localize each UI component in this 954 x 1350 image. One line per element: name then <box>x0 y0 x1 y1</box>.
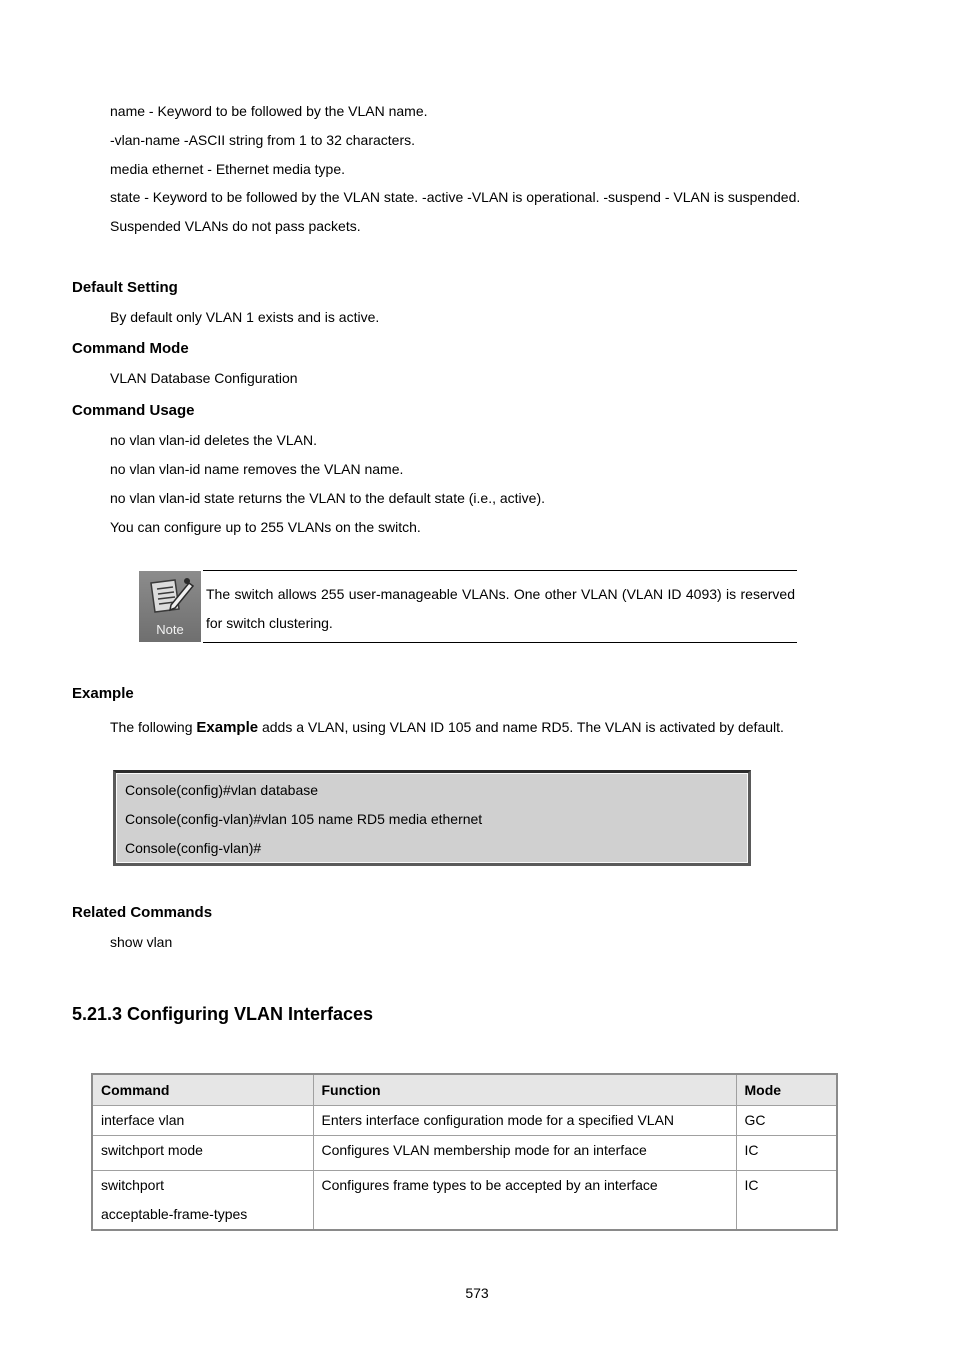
command-mode-text: VLAN Database Configuration <box>110 370 298 386</box>
example-text-before: The following <box>110 719 197 735</box>
table-row <box>92 1136 837 1171</box>
cell-command: interface vlan <box>92 1106 313 1136</box>
example-text <box>110 718 784 737</box>
command-mode-heading: Command Mode <box>72 340 189 357</box>
note-bottom-rule <box>203 642 797 643</box>
usage-item: no vlan vlan-id state returns the VLAN to the default state (i.e., active). <box>110 490 546 506</box>
cell-command-line2: acceptable-frame-types <box>101 1206 248 1222</box>
param-state: state - Keyword to be followed by the VLAN state. -active -VLAN is operational. -suspend - VLAN is suspended. <box>110 189 801 205</box>
note-icon <box>139 571 201 642</box>
note-text: The switch allows 255 user-manageable VLANs. One other VLAN (VLAN ID 4093) is reserved for switch clustering. <box>206 586 795 631</box>
related-commands-heading: Related Commands <box>72 904 213 921</box>
cell-mode: IC <box>736 1136 837 1171</box>
cell-function: Configures VLAN membership mode for an interface <box>313 1136 736 1171</box>
console-line: Console(config-vlan)#vlan 105 name RD5 media ethernet <box>125 811 483 827</box>
note-top-rule <box>203 570 797 571</box>
cell-mode: IC <box>736 1171 837 1231</box>
column-header-function: Function <box>313 1074 736 1106</box>
param-media: media ethernet - Ethernet media type. <box>110 161 346 177</box>
usage-item: no vlan vlan-id name removes the VLAN name. <box>110 461 404 477</box>
table-header-row <box>92 1074 837 1106</box>
cell-command <box>92 1171 313 1231</box>
notepad-pencil-icon <box>145 577 195 615</box>
column-header-mode: Mode <box>736 1074 837 1106</box>
section-title: 5.21.3 Configuring VLAN Interfaces <box>72 1004 374 1024</box>
console-line: Console(config)#vlan database <box>125 782 319 798</box>
command-usage-heading: Command Usage <box>72 402 195 419</box>
example-text-after: adds a VLAN, using VLAN ID 105 and name RD5. The VLAN is activated by default. <box>258 719 784 735</box>
default-setting-heading: Default Setting <box>72 279 178 296</box>
console-line: Console(config-vlan)# <box>125 840 262 856</box>
note-label: Note <box>156 622 184 637</box>
usage-item: You can configure up to 255 VLANs on the switch. <box>110 519 421 535</box>
cell-command-line1: switchport <box>101 1177 165 1193</box>
cell-function: Enters interface configuration mode for a specified VLAN <box>313 1106 736 1136</box>
command-table <box>91 1073 838 1231</box>
cell-function: Configures frame types to be accepted by an interface <box>313 1171 736 1231</box>
console-box <box>113 770 751 866</box>
cell-command: switchport mode <box>92 1136 313 1171</box>
usage-item: no vlan vlan-id deletes the VLAN. <box>110 432 318 448</box>
column-header-command: Command <box>92 1074 313 1106</box>
related-commands-text: show vlan <box>110 934 173 950</box>
example-text-bold: Example <box>196 719 259 736</box>
table-row <box>92 1106 837 1136</box>
param-state-cont: Suspended VLANs do not pass packets. <box>110 218 361 234</box>
param-vlan-name: -vlan-name -ASCII string from 1 to 32 characters. <box>110 132 415 148</box>
default-setting-text: By default only VLAN 1 exists and is active. <box>110 309 380 325</box>
example-heading: Example <box>72 685 134 702</box>
page-number: 573 <box>465 1285 489 1301</box>
cell-mode: GC <box>736 1106 837 1136</box>
table-row <box>92 1171 837 1231</box>
param-name: name - Keyword to be followed by the VLAN name. <box>110 103 428 119</box>
